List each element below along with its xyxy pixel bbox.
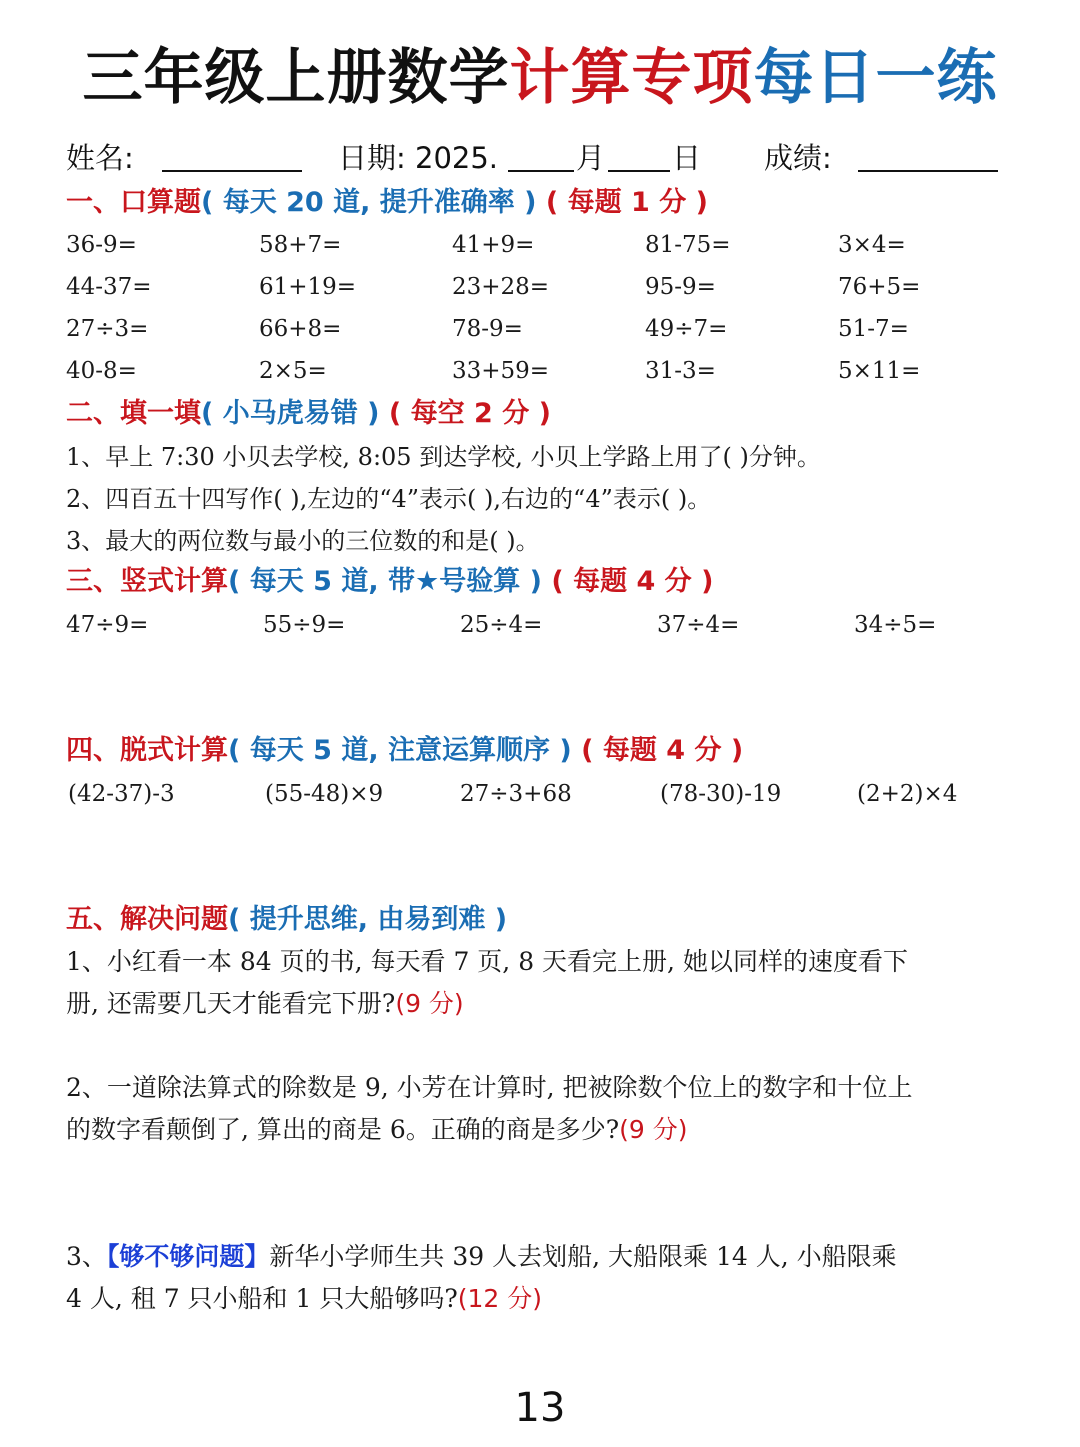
stepwise-item: (2+2)×4	[857, 781, 958, 807]
date-label: 日期: 2025.	[338, 141, 499, 175]
problem-2-text: 的数字看颠倒了, 算出的商是 6。正确的商是多少?	[66, 1115, 620, 1144]
section-2-title: 二、填一填	[66, 398, 201, 429]
stepwise-item: (42-37)-3	[68, 781, 175, 807]
oral-item: 66+8=	[259, 316, 342, 342]
vertical-item: 34÷5=	[854, 612, 937, 638]
section-4-desc: ( 每天 5 道, 注意运算顺序 )	[228, 735, 572, 766]
problem-3-line-2	[66, 1278, 542, 1320]
problem-2-line-2	[66, 1109, 688, 1151]
stepwise-item: 27÷3+68	[460, 781, 572, 807]
oral-item: 61+19=	[259, 274, 357, 300]
section-2-heading	[66, 394, 551, 434]
problem-1-line-2	[66, 983, 464, 1025]
oral-item: 76+5=	[838, 274, 921, 300]
section-1-heading	[66, 183, 708, 223]
problem-3-text-2: 4 人, 租 7 只小船和 1 只大船够吗?	[66, 1284, 458, 1313]
score-label: 成绩:	[764, 141, 832, 175]
score-blank[interactable]	[858, 136, 998, 180]
section-5-heading	[66, 900, 507, 940]
name-blank[interactable]	[162, 136, 302, 180]
oral-item: 49÷7=	[645, 316, 728, 342]
vertical-item: 25÷4=	[460, 612, 543, 638]
oral-item: 2×5=	[259, 358, 327, 384]
vertical-item: 55÷9=	[263, 612, 346, 638]
section-5-title: 五、解决问题	[66, 904, 228, 935]
problem-3-text: 新华小学师生共 39 人去划船, 大船限乘 14 人, 小船限乘	[269, 1242, 897, 1271]
month-blank[interactable]	[508, 136, 574, 180]
problem-3-number: 3、	[66, 1242, 107, 1271]
section-4-title: 四、脱式计算	[66, 735, 228, 766]
student-info-line	[66, 136, 1026, 180]
fill-question-1: 1、早上 7:30 小贝去学校, 8:05 到达学校, 小贝上学路上用了( )分钟。	[66, 443, 821, 471]
problem-2-points: (9 分)	[619, 1115, 688, 1144]
section-3-points: ( 每题 4 分 )	[551, 566, 714, 597]
section-1-title: 一、口算题	[66, 187, 201, 218]
section-1-points: ( 每题 1 分 )	[545, 187, 708, 218]
vertical-item: 47÷9=	[66, 612, 149, 638]
page-number: 13	[514, 1385, 566, 1431]
section-5-desc: ( 提升思维, 由易到难 )	[228, 904, 508, 935]
oral-item: 33+59=	[452, 358, 550, 384]
section-2-desc: ( 小马虎易错 )	[201, 398, 380, 429]
day-blank[interactable]	[608, 136, 670, 180]
oral-item: 44-37=	[66, 274, 152, 300]
section-4-heading	[66, 731, 743, 771]
day-label: 日	[672, 141, 702, 175]
oral-item: 51-7=	[838, 316, 909, 342]
oral-item: 36-9=	[66, 232, 137, 258]
section-3-desc: ( 每天 5 道, 带★号验算 )	[228, 566, 542, 597]
problem-3-tag: 【够不够问题】	[106, 1242, 270, 1271]
oral-item: 58+7=	[259, 232, 342, 258]
oral-item: 3×4=	[838, 232, 906, 258]
oral-item: 41+9=	[452, 232, 535, 258]
oral-item: 31-3=	[645, 358, 716, 384]
problem-1-text: 册, 还需要几天才能看完下册?	[66, 989, 396, 1018]
problem-2-line-1: 2、一道除法算式的除数是 9, 小芳在计算时, 把被除数个位上的数字和十位上	[66, 1073, 913, 1102]
name-label: 姓名:	[66, 141, 134, 175]
problem-1-line-1: 1、小红看一本 84 页的书, 每天看 7 页, 8 天看完上册, 她以同样的速度看下	[66, 947, 908, 976]
oral-item: 95-9=	[645, 274, 716, 300]
section-2-points: ( 每空 2 分 )	[388, 398, 551, 429]
problem-1-points: (9 分)	[395, 989, 464, 1018]
fill-question-3: 3、最大的两位数与最小的三位数的和是( )。	[66, 527, 540, 555]
oral-item: 78-9=	[452, 316, 523, 342]
stepwise-item: (78-30)-19	[660, 781, 782, 807]
oral-item: 40-8=	[66, 358, 137, 384]
title-part-grade: 三年级上册数学	[82, 43, 510, 113]
title-part-daily: 每日一练	[753, 43, 998, 113]
section-3-title: 三、竖式计算	[66, 566, 228, 597]
stepwise-item: (55-48)×9	[265, 781, 384, 807]
fill-question-2: 2、四百五十四写作( ),左边的“4”表示( ),右边的“4”表示( )。	[66, 485, 712, 513]
section-3-heading	[66, 562, 713, 602]
oral-item: 27÷3=	[66, 316, 149, 342]
section-1-desc: ( 每天 20 道, 提升准确率 )	[201, 187, 537, 218]
oral-item: 81-75=	[645, 232, 731, 258]
problem-3-line-1	[66, 1236, 897, 1278]
problem-3-points: (12 分)	[457, 1284, 543, 1313]
oral-item: 23+28=	[452, 274, 550, 300]
oral-item: 5×11=	[838, 358, 921, 384]
title-part-calc: 计算专项	[509, 43, 754, 113]
section-4-points: ( 每题 4 分 )	[581, 735, 744, 766]
page-title	[0, 38, 1080, 118]
month-label: 月	[576, 141, 606, 175]
vertical-item: 37÷4=	[657, 612, 740, 638]
